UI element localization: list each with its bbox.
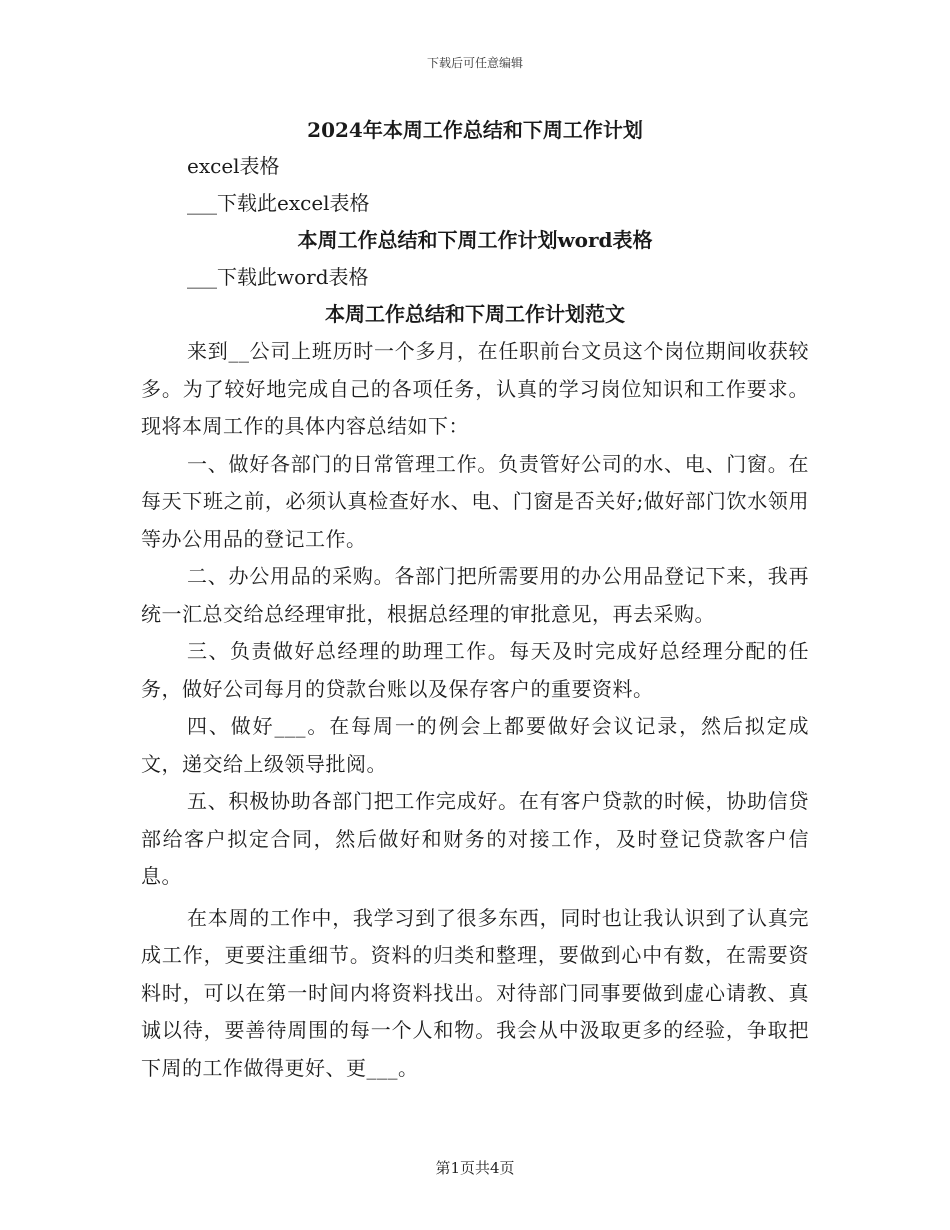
paragraph-item-4: 四、做好___。在每周一的例会上都要做好会议记录，然后拟定成文，递交给上级领导批阅。 <box>141 714 809 776</box>
excel-label: excel表格 <box>187 154 280 178</box>
essay-title: 本周工作总结和下周工作计划范文 <box>325 302 625 326</box>
document-title: 2024年本周工作总结和下周工作计划 <box>307 118 643 142</box>
paragraph-item-5: 五、积极协助各部门把工作完成好。在有客户贷款的时候，协助信贷部给客户拟定合同，然后做好和财务的对接工作，及时登记贷款客户信息。 <box>141 789 809 888</box>
paragraph-intro: 来到__公司上班历时一个多月，在任职前台文员这个岗位期间收获较多。为了较好地完成自己的各项任务，认真的学习岗位知识和工作要求。现将本周工作的具体内容总结如下： <box>141 339 809 438</box>
paragraph-item-3: 三、负责做好总经理的助理工作。每天及时完成好总经理分配的任务，做好公司每月的贷款台账以及保存客户的重要资料。 <box>141 639 809 701</box>
page-number: 第1页共4页 <box>435 1159 515 1177</box>
paragraph-item-2: 二、办公用品的采购。各部门把所需要用的办公用品登记下来，我再统一汇总交给总经理审批，根据总经理的审批意见，再去采购。 <box>141 564 809 626</box>
word-table-title: 本周工作总结和下周工作计划word表格 <box>297 228 653 252</box>
document-body <box>141 112 809 1087</box>
word-download-link[interactable]: ___下载此word表格 <box>187 265 369 289</box>
page-header-note: 下载后可任意编辑 <box>426 56 523 70</box>
paragraph-conclusion: 在本周的工作中，我学习到了很多东西，同时也让我认识到了认真完成工作，更要注重细节。资料的归类和整理，要做到心中有数，在需要资料时，可以在第一时间内将资料找出。对待部门同事要做到虚心请教、真诚以待，要善待周围的每一个人和物。我会从中汲取更多的经验，争取把下周的工作做得更好、更___。 <box>141 905 809 1080</box>
excel-download-link[interactable]: ___下载此excel表格 <box>187 191 370 215</box>
paragraph-item-1: 一、做好各部门的日常管理工作。负责管好公司的水、电、门窗。在每天下班之前，必须认真检查好水、电、门窗是否关好;做好部门饮水领用等办公用品的登记工作。 <box>141 451 809 551</box>
